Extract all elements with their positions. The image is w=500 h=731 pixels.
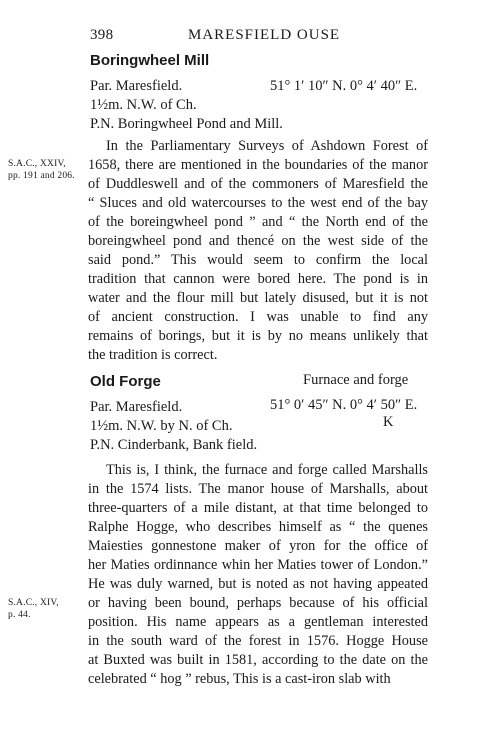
entry-place-names: P.N. Boringwheel Pond and Mill. <box>90 116 283 132</box>
margin-note-line: p. 44. <box>8 610 31 620</box>
entry-place-names: P.N. Cinderbank, Bank field. <box>90 437 258 453</box>
entry-parish: Par. Maresfield. <box>90 78 183 94</box>
entry-type-note: Furnace and forge <box>303 372 409 388</box>
margin-note-line: S.A.C., XXIV, <box>8 159 66 169</box>
margin-note-reference <box>8 597 59 621</box>
body-line: of the boreingwheel pond ” and “ the North end of the <box>88 214 428 230</box>
body-line: the tradition is correct. <box>88 347 218 363</box>
body-line: celebrated “ hog ” rebus, This is a cast-iron slab with <box>88 671 391 687</box>
body-line: three-quarters of a mile distant, at that time belonged to <box>88 500 428 516</box>
body-line: said pond.” This would seem to confirm the local <box>88 252 428 268</box>
margin-note-reference <box>8 158 75 182</box>
body-line: of Duddleswell and of the commoners of Maresfield the <box>88 176 428 192</box>
body-line: boreingwheel pond and thencé on the west side of the <box>88 233 428 249</box>
entry-body-paragraph <box>88 461 428 689</box>
margin-note-line: pp. 191 and 206. <box>8 171 75 181</box>
running-title: MARESFIELD OUSE <box>188 27 341 43</box>
entry-parish: Par. Maresfield. <box>90 399 183 415</box>
body-line: position. His name appears as a gentleman interested <box>88 614 428 630</box>
margin-note-line: S.A.C., XIV, <box>8 598 59 608</box>
body-line: remains of borings, but it is by no means unlikely that <box>88 328 428 344</box>
body-line: In the Parliamentary Surveys of Ashdown Forest of <box>106 138 428 154</box>
body-line: “ Sluces and old watercourses to the west end of the bay <box>88 195 428 211</box>
entry-title-boringwheel-mill: Boringwheel Mill <box>90 52 210 69</box>
entry-coordinates: 51° 0′ 45″ N. 0° 4′ 50″ E. <box>270 397 418 413</box>
body-line: He was duly warned, but is noted as not having appeated <box>88 576 428 592</box>
body-line: This is, I think, the furnace and forge called Marshalls <box>106 462 428 478</box>
entry-map-reference: K <box>383 414 394 430</box>
entry-distance: 1½m. N.W. of Ch. <box>90 97 197 113</box>
entry-body-paragraph <box>88 137 428 365</box>
body-line: at Buxted was built in 1581, according to the date on the <box>88 652 428 668</box>
entry-coordinates: 51° 1′ 10″ N. 0° 4′ 40″ E. <box>270 78 418 94</box>
body-line: Ralphe Hogge, who describes himself as “ the quenes <box>88 519 428 535</box>
body-line: her Maties ordinnance whin her Maties tower of London.” <box>88 557 428 573</box>
body-line: of ancient construction. I was unable to find any <box>88 309 428 325</box>
body-line: Maiesties gonnestone maker of yron for the office of <box>88 538 428 554</box>
page-number: 398 <box>90 27 114 43</box>
body-line: 1658, there are mentioned in the boundaries of the manor <box>88 157 428 173</box>
body-line: in the south ward of the forest in 1576. Hogge House <box>88 633 428 649</box>
entry-title-old-forge: Old Forge <box>90 373 161 390</box>
body-line: tradition that cannon were bored here. The pond is in <box>88 271 428 287</box>
body-line: in the 1574 lists. The manor house of Marshalls, about <box>88 481 428 497</box>
body-line: or having been bound, perhaps because of his official <box>88 595 428 611</box>
entry-distance: 1½m. N.W. by N. of Ch. <box>90 418 233 434</box>
body-line: water and the flour mill but lately disused, but it is not <box>88 290 428 306</box>
